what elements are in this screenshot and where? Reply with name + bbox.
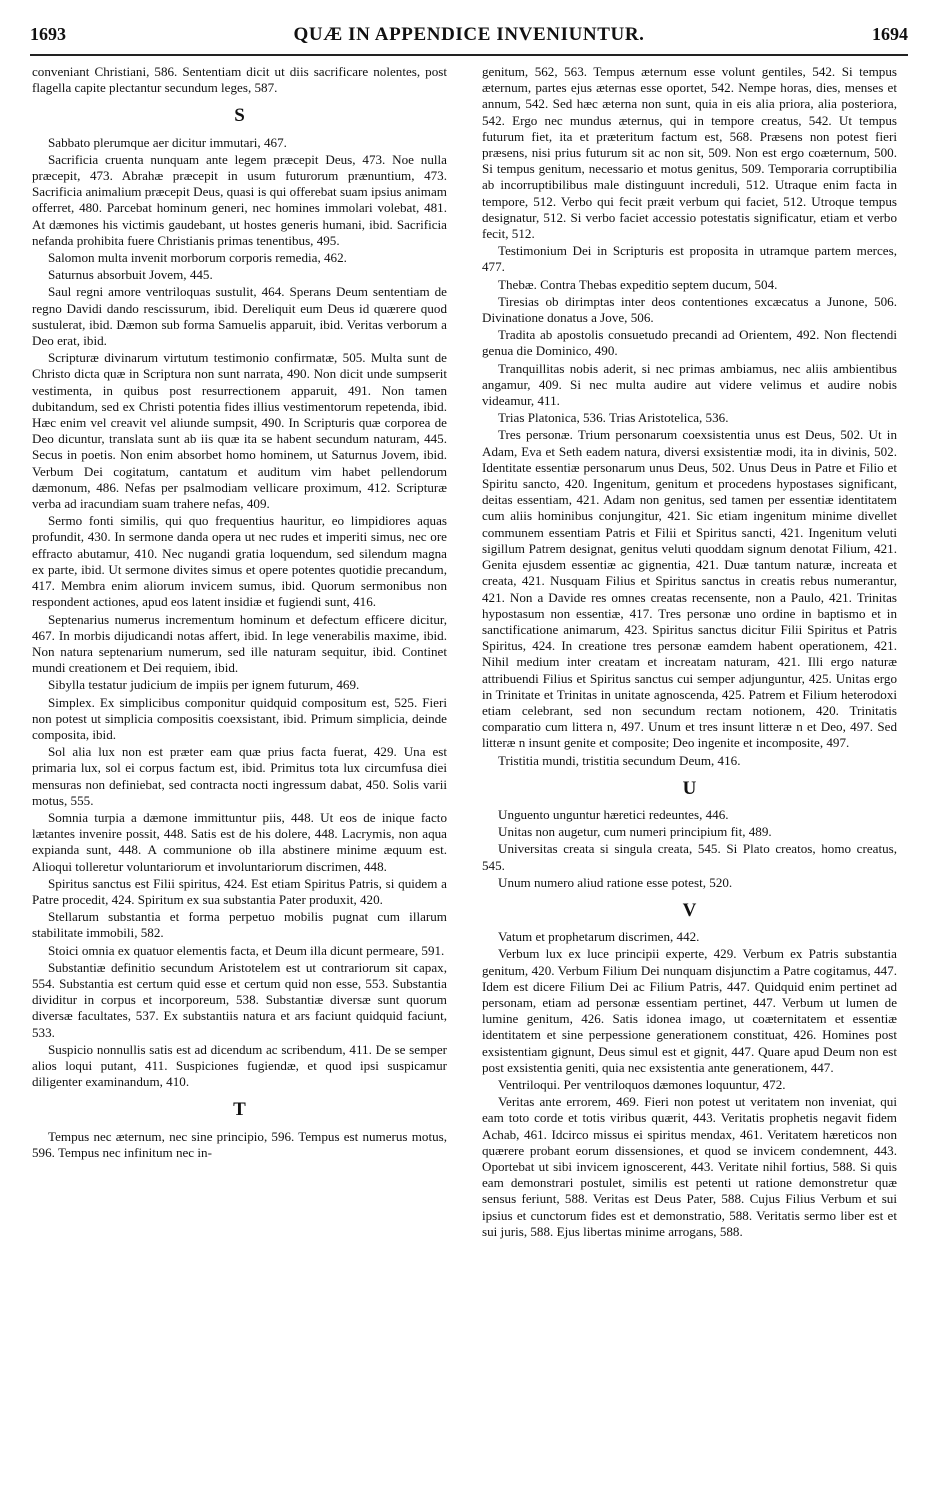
- index-entry-continued: genitum, 562, 563. Tempus æternum esse volunt gentiles, 542. Si tempus æternum, partes ejus æternas esse oportet, 542. Nempe horas, dies, menses et annum, 542. Sed hæc æterna non sunt, quia in eis alia priora, alia posteriora, 542. Ergo nec mundus æternus, qui in tempore creatus, 542. Ut tempus futurum fiet, ita et præteritum factum est, 568. Præsens non potest fieri præsens, nisi prius futurum sit ac non sit, 509. Non est ergo coæternum, 500. Si tempus genitum, necessario et motus genitus, 509. Temporaria corruptibilia ab incorruptibilibus male distinguunt increduli, 512. Utraque enim facta in tempore, 512. Verbo qui fecit præit verbum qui faciet, 512. Utroque tempus designatur, 512. Si verbo faciet accessio potestatis significatur, etiam et verbo fecit, 512.: [482, 64, 897, 242]
- index-entry: Unguento unguntur hæretici redeuntes, 446.: [498, 806, 729, 822]
- index-entry: Sibylla testatur judicium de impiis per ignem futurum, 469.: [48, 677, 360, 693]
- section-letter: S: [234, 105, 245, 127]
- index-entry: Somnia turpia a dæmone immittuntur piis, 448. Ut eos de inique facto lætantes invenire possit, 448. Satis est de his dolere, 448. Lacrymis, non aqua expianda sunt, 448. A communione ob illa abstinere minime æquum est. Alioqui tolleretur voluntariorum et involuntariorum discrimen, 448.: [32, 809, 447, 874]
- index-column-left: [32, 64, 447, 1162]
- page-header: [30, 18, 908, 56]
- section-letter: U: [682, 777, 697, 799]
- index-entry: Veritas ante errorem, 469. Fieri non potest ut veritatem non inveniat, qui eam toto corde et totis viribus quærit, 443. Veritatis prophetis negavit fidem Achab, 461. Idcirco missus ei spiritus mendax, 461. Veritatem hæreticos non quærere probant eorum dissensiones, et quod se invicem condemnent, 443. Oportebat ut sibi invicem ignoscerent, 443. Veritate nihil fortius, 588. Si quis eam demonstrari postulet, similis est petenti ut ratione demonstretur quæ sensus feriunt, 588. Veritas est Deus Pater, 588. Cujus Filius Verbum et sui ipsius et cunctorum fides est et demonstratio, 588. Veritatis sermo liber est et sui juris, 588. Ejus libertas minime arrogans, 588.: [482, 1094, 897, 1239]
- index-entry: Saturnus absorbuit Jovem, 445.: [48, 267, 213, 283]
- index-entry: Salomon multa invenit morborum corporis remedia, 462.: [48, 250, 347, 266]
- page-number-left: 1693: [30, 24, 66, 44]
- index-entry: Vatum et prophetarum discrimen, 442.: [498, 929, 700, 945]
- index-entry: Tres personæ. Trium personarum coexsistentia unus est Deus, 502. Ut in Adam, Eva et Seth eadem natura, diversi exsistentiæ modi, ita in divinis, 502. Identitate essentiæ personarum unus Deus, 502. Unus Deus in Patre et Filio et Spiritu sancto, 420. Ingenitum, genitum et procedens hypostases significant, deitas essentiam, 421. Adam non genitus, sed tamen per essentiæ identitatem cum aliis hominibus conjungitur, 421. Sic etiam ingenitum minime divellet communem essentiam Patris et Filii et Spiritus sancti, 421. Ingenitum veluti sigillum Patrem designat, genitus veluti quoddam signum denotat Filium, 421. Genita ejusdem essentiæ ac gignentia, 421. Duæ tantum naturæ, increata et creata, 421. Nusquam Filius et Spiritus sanctus in creatis rebus numerantur, 421. Non a Davide res omnes creatas recensente, non a Paulo, 421. Trinitas hypostasum non essentiæ, 417. Tres personæ uno ordine in baptismo et in sanctificatione animarum, 423. Spiritus sanctus dicitur Filii Spiritus et Patris Spiritus, 424. In creatione tres personæ eamdem habent operationem, 421. Nihil medium inter creatam et increatam naturam, 421. Illi ergo naturæ attribuendi Filius et Spiritus sanctus cui semper adjunguntur, 425. Unitas ergo in Trinitate et Trinitas in unitate agnoscenda, 425. Patrem et Filium heterodoxi etiam celebrant, sed non secundum rectam notionem, 420. Trinitatis comparatio cum littera n, 497. Unum et tres insunt litteræ n et Deo, 497. Sed litteræ n insunt genite et composite; Deo ingenite et incomposite, 497.: [482, 427, 897, 751]
- index-entry: Unum numero aliud ratione esse potest, 520.: [498, 874, 733, 890]
- index-entry: Sol alia lux non est præter eam quæ prius facta fuerat, 429. Una est primaria lux, sol ei corpus factum est, ibid. Primitus tota lux circumfusa diei mensuras non definiebat, sed contracta nocti ingressum dabat, 450. Solis varii motus, 555.: [32, 744, 447, 808]
- index-entry: Sabbato plerumque aer dicitur immutari, 467.: [48, 134, 287, 150]
- index-entry: Scripturæ divinarum virtutum testimonio confirmatæ, 505. Multa sunt de Christo dicta quæ in Scriptura non sunt narrata, 490. Non dicit unde sumpserit vestimenta, in quibus post resurrectionem apparuit, 491. Non tamen dubitandum, sed ex Christi potentia fides illius vestimentorum repetenda, ibid. Hæc enim vel creavit vel aliunde sumpsit, 490. In Scripturis quæ corporea de Deo dicuntur, translata sunt ab iis quæ ita se habent secundum naturam, 445. Secus in poetis. Non enim absorbet homo hominem, ut Saturnus Jovem, ibid. Verbum Dei cogitatum, cantatum et auditum vim habet pellendorum dæmonum, 486. Nefas per psalmodiam vellicare proximum, 412. Scripturæ verba ad iracundiam suam trahere nefas, 409.: [32, 350, 447, 512]
- running-title: QUÆ IN APPENDICE INVENIUNTUR.: [293, 24, 645, 45]
- index-entry-continued: conveniant Christiani, 586. Sententiam dicit ut diis sacrificare nolentes, post flagella capite plectantur secundum leges, 587.: [32, 64, 447, 96]
- index-entry: Simplex. Ex simplicibus componitur quidquid compositum est, 525. Fieri non potest ut simplicia compositis coexsistant, ibid. Primum simplicia, deinde composita, ibid.: [32, 694, 447, 742]
- index-entry: Stoici omnia ex quatuor elementis facta, et Deum illa dicunt permeare, 591.: [48, 942, 445, 958]
- index-entry: Tiresias ob dirimptas inter deos contentiones excæcatus a Junone, 506. Divinatione donatus a Jove, 506.: [482, 293, 897, 326]
- index-entry: Septenarius numerus incrementum hominum et defectum efficere dicitur, 467. In morbis dijudicandi notas affert, ibid. In lege venerabilis maxime, ibid. Non natura septenarium numerum, sed ille naturam sequitur, ibid. Continet mundi creationem et Dei requiem, ibid.: [32, 611, 447, 676]
- index-entry: Tranquillitas nobis aderit, si nec primas ambiamus, nec aliis ambientibus angamur, 409. Si nec multa audire aut videre velimus et audire nobis videamur, 411.: [482, 360, 897, 409]
- index-entry: Sermo fonti similis, qui quo frequentius hauritur, eo limpidiores aquas profundit, 430. In sermone danda opera ut nec rudes et imperiti simus, nec ore effracto abutamur, 410. Nec nugandi gratia loquendum, sed silendum magna ex parte, ibid. Ut sermone divites simus et opere potentes quotidie precandum, 417. Membra enim aliorum invicem sumus, ibid. Quorum sermonibus non respondent actiones, apud eos latent insidiæ et fugiendi sunt, 416.: [32, 513, 447, 610]
- index-entry: Ventriloqui. Per ventriloquos dæmones loquuntur, 472.: [498, 1076, 786, 1092]
- page-number-right: 1694: [872, 24, 908, 44]
- index-entry: Thebæ. Contra Thebas expeditio septem ducum, 504.: [498, 276, 778, 292]
- index-entry: Suspicio nonnullis satis est ad dicendum ac scribendum, 411. De se semper alios loqui putant, 411. Suspiciones fugiendæ, et quod ipsi suspicamur diligenter examinandum, 410.: [32, 1041, 447, 1090]
- index-entry: Verbum lux ex luce principii experte, 429. Verbum ex Patris substantia genitum, 420. Verbum Filium Dei nunquam disjunctim a Patre cogitamus, 447. Idem est dicere Filium Dei ac Filium Patris, 447. Quidquid enim pertinet ad personam, etiam ad personæ essentiam pertinet, 447. Verbum ut lumen de lumine genitum, 426. Satis idonea imago, ut coæternitatem et essentiæ identitatem et sine perpessione generationem constituat, 426. Homines post exsistentiam gignunt, Deus simul est et gignit, 447. Quare apud Deum non est post exsistentia geniti, quia nec exsistentia ante generationem, 447.: [482, 946, 897, 1075]
- index-entry: Tradita ab apostolis consuetudo precandi ad Orientem, 492. Non flectendi genua die Dominico, 490.: [482, 327, 897, 359]
- index-entry: Substantiæ definitio secundum Aristotelem est ut contrariorum sit capax, 554. Substantia est certum quid esse et certum quid non esse, 553. Substantia dividitur in corpus et incorporeum, 538. Substantiæ diversæ sunt quorum diversæ facultates, 537. Ex substantiis natura et ars faciunt quidquid faciunt, 533.: [32, 959, 447, 1040]
- section-letter: T: [233, 1099, 246, 1121]
- index-column-right: [482, 64, 897, 1241]
- index-entry: Saul regni amore ventriloquas sustulit, 464. Sperans Deum sententiam de regno Davidi dando rescissurum, ibid. Dereliquit eum Deus id quærere quod sustulerat, ibid. Dæmon sub forma Samuelis apparuit, ibid. Veritas verborum a Deo erat, ibid.: [32, 284, 447, 349]
- index-entry: Unitas non augetur, cum numeri principium fit, 489.: [498, 824, 772, 840]
- index-entry: Sacrificia cruenta nunquam ante legem præcepit Deus, 473. Noe nulla præcepit, 473. Abrahæ præcepit in usum futurorum prænuntium, 473. Sacrificia animalium præcepit Deus, quasi is qui offerebat suam ipsius animam offerret, 480. Parcebat hominum generi, nec homines immolari volebat, 481. At dæmones his victimis gaudebant, ut hostes generis humani, ibid. Sacrificia nefanda prohibita fuere Christianis primas tenentibus, 495.: [32, 151, 447, 248]
- index-entry: Tristitia mundi, tristitia secundum Deum, 416.: [498, 752, 741, 768]
- index-entry: Spiritus sanctus est Filii spiritus, 424. Est etiam Spiritus Patris, si quidem a Patre procedit, 424. Spiritum ex sua substantia Pater produxit, 420.: [32, 875, 447, 907]
- index-entry: Universitas creata si singula creata, 545. Si Plato creatos, homo creatus, 545.: [482, 841, 897, 873]
- index-entry: Trias Platonica, 536. Trias Aristotelica, 536.: [498, 410, 729, 426]
- section-letter: V: [682, 899, 697, 921]
- index-entry: Testimonium Dei in Scripturis est proposita in utramque partem merces, 477.: [482, 243, 897, 275]
- index-entry: Stellarum substantia et forma perpetuo mobilis pugnat cum illarum stabilitate immobili, 582.: [32, 909, 447, 941]
- index-entry: Tempus nec æternum, nec sine principio, 596. Tempus est numerus motus, 596. Tempus nec infinitum nec in-: [32, 1128, 447, 1160]
